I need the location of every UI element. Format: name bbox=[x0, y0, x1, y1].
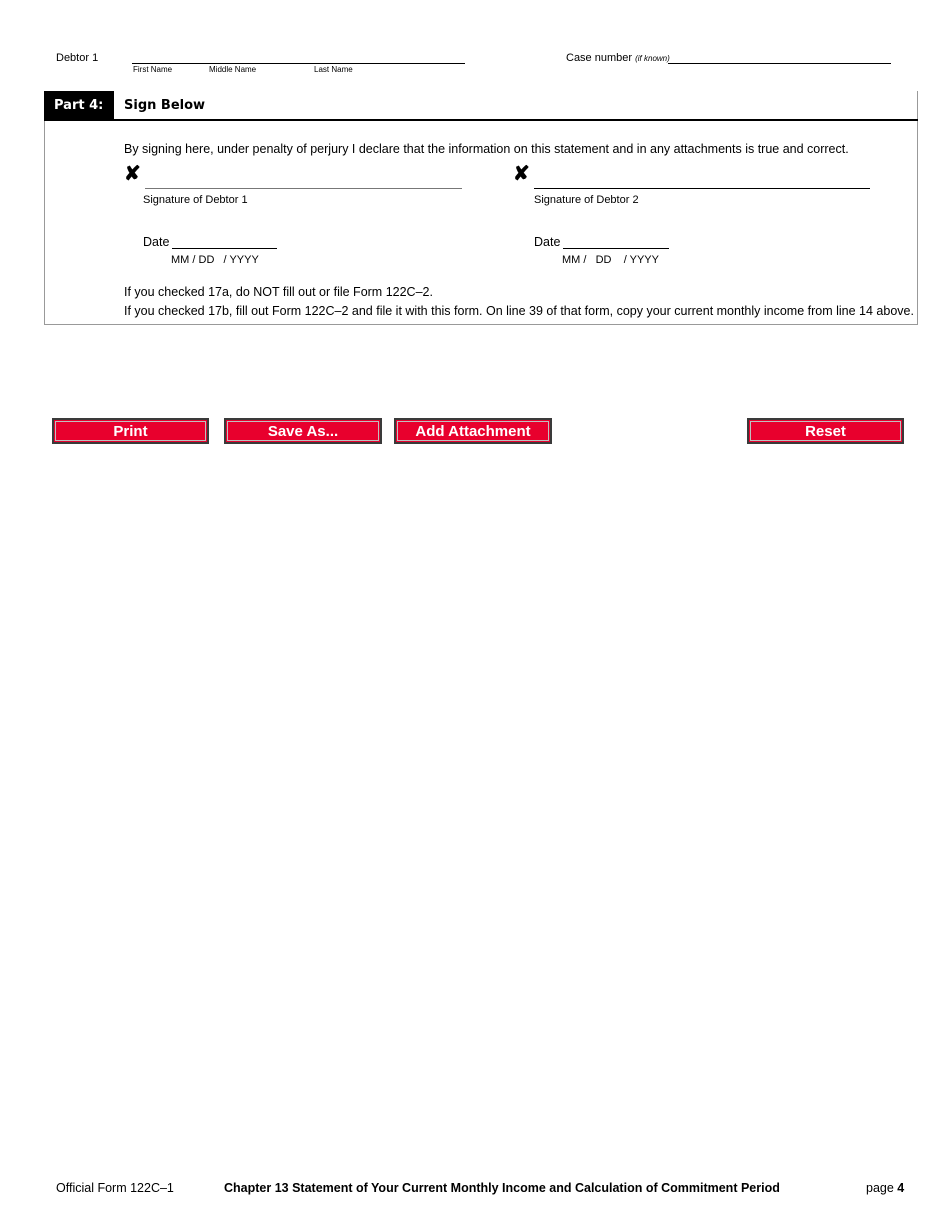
instruction-17b: If you checked 17b, fill out Form 122C–2 and file it with this form. On line 39 of that form, copy your current monthly income from line 14 above. bbox=[124, 304, 914, 318]
case-number-field[interactable] bbox=[668, 63, 891, 64]
date-field-1[interactable] bbox=[172, 248, 277, 249]
declaration-text: By signing here, under penalty of perjury I declare that the information on this statement and in any attachments is true and correct. bbox=[124, 142, 849, 156]
first-name-label: First Name bbox=[133, 65, 173, 74]
signature-x-icon: ✘ bbox=[124, 163, 141, 185]
case-number-label-group bbox=[566, 52, 670, 64]
date-format-2: MM / DD / YYYY bbox=[562, 254, 659, 266]
date-label-1: Date bbox=[143, 235, 170, 249]
date-field-2[interactable] bbox=[563, 248, 669, 249]
signature-debtor-1-field[interactable] bbox=[145, 188, 462, 189]
case-number-label: Case number bbox=[566, 52, 633, 64]
part-title: Sign Below bbox=[124, 98, 206, 113]
debtor-name-field[interactable] bbox=[132, 63, 465, 64]
signature-debtor-1-label: Signature of Debtor 1 bbox=[143, 194, 248, 206]
footer-form-title: Chapter 13 Statement of Your Current Monthly Income and Calculation of Commitment Period bbox=[224, 1181, 780, 1195]
add-attachment-button[interactable]: Add Attachment bbox=[394, 418, 552, 444]
signature-debtor-2-label: Signature of Debtor 2 bbox=[534, 194, 639, 206]
signature-debtor-2-field[interactable] bbox=[534, 188, 870, 189]
footer-page-number: 4 bbox=[897, 1181, 905, 1195]
case-number-note: (if known) bbox=[635, 54, 670, 63]
part-divider bbox=[44, 119, 918, 121]
footer-form-id: Official Form 122C–1 bbox=[56, 1181, 174, 1195]
print-button[interactable]: Print bbox=[52, 418, 209, 444]
signature-x-icon: ✘ bbox=[513, 163, 530, 185]
middle-name-label: Middle Name bbox=[209, 65, 257, 74]
date-label-2: Date bbox=[534, 235, 561, 249]
instruction-17a: If you checked 17a, do NOT fill out or file Form 122C–2. bbox=[124, 285, 433, 299]
reset-button[interactable]: Reset bbox=[747, 418, 904, 444]
save-as-button[interactable]: Save As... bbox=[224, 418, 382, 444]
debtor-label: Debtor 1 bbox=[56, 52, 99, 64]
part-label: Part 4: bbox=[44, 91, 114, 120]
footer-page-label: page bbox=[866, 1181, 894, 1195]
last-name-label: Last Name bbox=[314, 65, 353, 74]
footer-page bbox=[866, 1181, 904, 1195]
date-format-1: MM / DD / YYYY bbox=[171, 254, 259, 266]
